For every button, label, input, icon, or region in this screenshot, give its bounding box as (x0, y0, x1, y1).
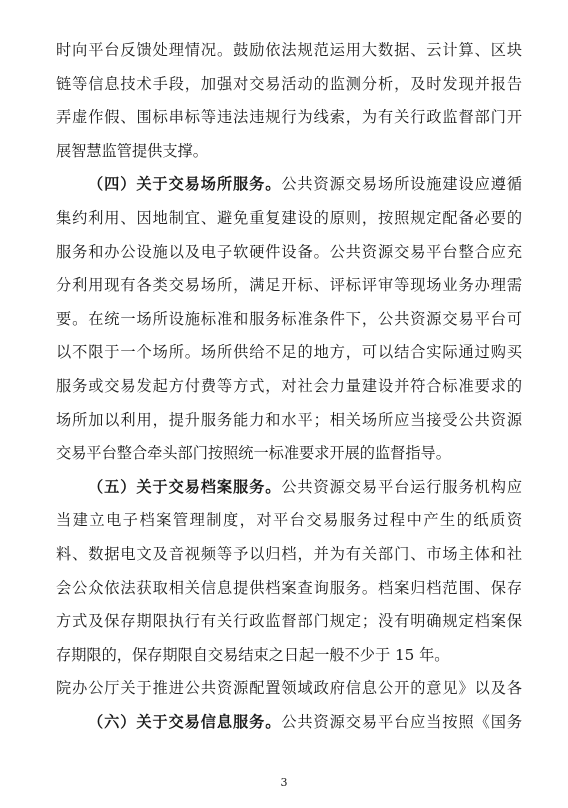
paragraph-line: 时向平台反馈处理情况。鼓励依法规范运用大数据、云计算、区块 (56, 41, 522, 59)
paragraph-line: 弄虚作假、围标串标等违法违规行为线索，为有关行政监督部门开 (56, 108, 522, 127)
paragraph-text: 公共资源交易场所设施建设应遵循 (281, 175, 522, 194)
paragraph-line: 交易平台整合牵头部门按照统一标准要求开展的监督指导。 (56, 444, 451, 463)
paragraph-line: 会公众依法获取相关信息提供档案查询服务。档案归档范围、保存 (56, 578, 522, 597)
section-heading: （五）关于交易档案服务。 (88, 477, 282, 496)
paragraph-line: 链等信息技术手段，加强对交易活动的监测分析，及时发现并报告 (56, 74, 522, 93)
paragraph-line: 展智慧监管提供支撑。 (56, 141, 208, 160)
paragraph-first-line (88, 707, 522, 737)
paragraph-line: 集约利用、因地制宜、避免重复建设的原则，按照规定配备必要的 (56, 209, 522, 227)
paragraph-line: 分利用现有各类交易场所，满足开标、评标评审等现场业务办理需 (56, 276, 522, 295)
paragraph-line: 当建立电子档案管理制度，对平台交易服务过程中产生的纸质资 (56, 511, 522, 530)
paragraph-line: 以不限于一个场所。场所供给不足的地方，可以结合实际通过购买 (56, 343, 522, 362)
page-number: 3 (280, 776, 288, 789)
paragraph-line: 院办公厅关于推进公共资源配置领域政府信息公开的意见》以及各 (56, 679, 522, 698)
paragraph-line: 服务或交易发起方付费等方式，对社会力量建设并符合标准要求的 (56, 377, 522, 395)
paragraph-line: 场所加以利用，提升服务能力和水平；相关场所应当接受公共资源 (56, 410, 522, 429)
paragraph-text: 公共资源交易平台运行服务机构应 (281, 477, 522, 496)
paragraph-line: 方式及保存期限执行有关行政监督部门规定；没有明确规定档案保 (56, 612, 522, 631)
paragraph-text: 公共资源交易平台应当按照《国务 (281, 713, 522, 731)
paragraph-line: 服务和办公设施以及电子软硬件设备。公共资源交易平台整合应充 (56, 242, 522, 261)
paragraph-line: 存期限的，保存期限自交易结束之日起一般不少于 15 年。 (56, 645, 450, 664)
section-heading: （六）关于交易信息服务。 (88, 713, 282, 731)
paragraph-line: 料、数据电文及音视频等予以归档，并为有关部门、市场主体和社 (56, 545, 522, 563)
paragraph-first-line (88, 169, 522, 199)
paragraph-line: 要。在统一场所设施标准和服务标准条件下，公共资源交易平台可 (56, 309, 522, 328)
paragraph-first-line (88, 472, 522, 502)
section-heading: （四）关于交易场所服务。 (88, 175, 282, 194)
